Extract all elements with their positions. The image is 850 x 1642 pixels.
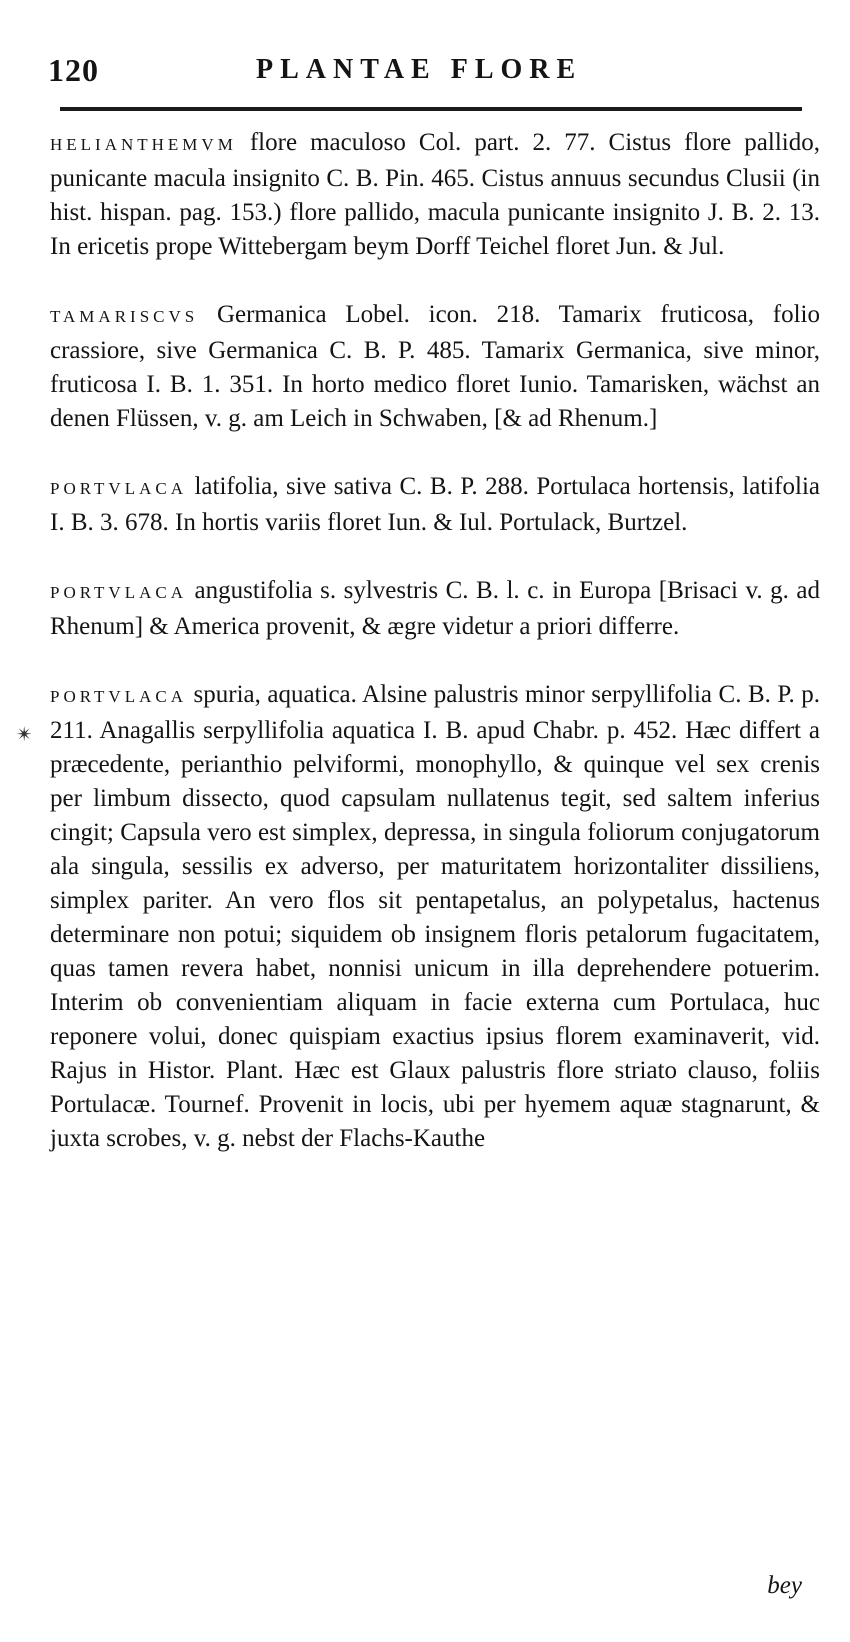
page-number: 120 [48, 52, 99, 88]
entry-text: latifolia, sive sativa C. B. P. 288. Portulaca hortensis, latifolia I. B. 3. 678. In hortis variis floret Iun. & Iul. Portulack, Burtzel. [50, 473, 820, 536]
margin-mark: ✴ [16, 722, 33, 746]
running-head: PLANTAE FLORE [256, 54, 583, 85]
entry-genus: PORTVLACA [50, 583, 187, 602]
page-header [48, 52, 818, 92]
entry-genus: HELIANTHEMVM [50, 135, 237, 154]
entries [50, 126, 820, 1190]
entry-text: Germanica Lobel. icon. 218. Tamarix fruticosa, folio crassiore, sive Germanica C. B. P. 485. Tamarix Germanica, sive minor, fruticosa I. B. 1. 351. In horto medico floret Iunio. Tamarisken, wächst an denen Flüssen, v. g. am Leich in Schwaben, [& ad Rhenum.] [50, 301, 820, 432]
entry-tamariscus [50, 298, 820, 436]
entry-genus: PORTVLACA [50, 687, 187, 706]
entry-text: angustifolia s. sylvestris C. B. l. c. in Europa [Brisaci v. g. ad Rhenum] & America provenit, & ægre videtur a priori differre. [50, 577, 820, 640]
entry-text: spuria, aquatica. Alsine palustris minor serpyllifolia C. B. P. p. 211. Anagallis serpyllifolia aquatica I. B. apud Chabr. p. 452. Hæc differt a præcedente, perianthio pelviformi, monophyllo, & quinque vel sex crenis per limbum dissecto, quod capsulam nullatenus tegit, sed saltem inferius cingit; Capsula vero est simplex, depressa, in singula foliorum conjugatorum ala singula, sessilis ex adverso, per maturitatem horizontaliter dissiliens, simplex pariter. An vero flos sit pentapetalus, an polypetalus, hactenus determinare non potui; siquidem ob insignem floris petalorum fugacitatem, quas tamen revera habet, nonnisi unicum in illa deprehendere potuerim. Interim ob convenientiam aliquam in facie externa cum Portulaca, huc reponere volui, donec quispiam exactius ipsius florem examinaverit, vid. Rajus in Histor. Plant. Hæc est Glaux palustris flore striato clauso, foliis Portulacæ. Tournef. Provenit in locis, ubi per hyemem aquæ stagnarunt, & juxta scrobes, v. g. nebst der Flachs-Kauthe [50, 681, 821, 1152]
entry-genus: PORTVLACA [50, 479, 187, 498]
entry-text: flore maculoso Col. part. 2. 77. Cistus flore pallido, punicante macula insignito C. B. Pin. 465. Cistus annuus secundus Clusii (in hist. hispan. pag. 153.) flore pallido, macula punicante insignito J. B. 2. 13. In ericetis prope Wittebergam beym Dorff Teichel floret Jun. & Jul. [50, 129, 820, 260]
header-rule [60, 107, 802, 111]
entry-portulaca-latifolia [50, 470, 820, 540]
entry-portulaca-angustifolia [50, 574, 820, 644]
entry-genus: TAMARISCVS [50, 307, 199, 326]
entry-helianthemum [50, 126, 820, 264]
catchword: bey [767, 1572, 802, 1599]
entry-portulaca-spuria [50, 678, 820, 1156]
